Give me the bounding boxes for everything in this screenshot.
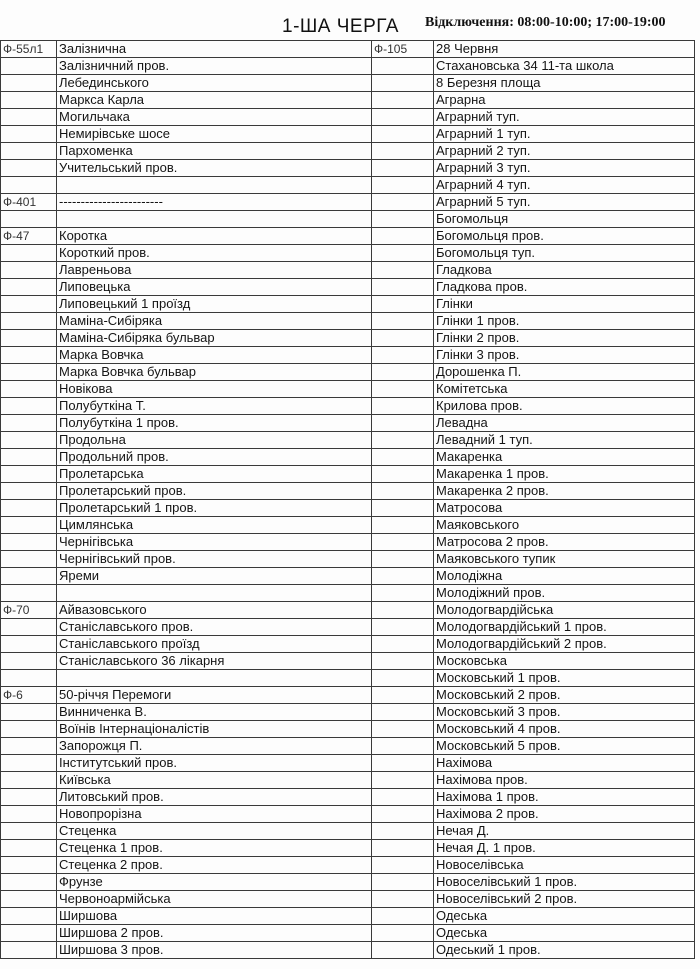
- feeder-cell-left: [1, 483, 57, 500]
- feeder-cell-right: [372, 534, 434, 551]
- feeder-cell-right: [372, 109, 434, 126]
- table-row: [1, 534, 695, 551]
- feeder-cell-left: [1, 840, 57, 857]
- street-cell-left: Маркса Карла: [57, 92, 372, 109]
- street-cell-right: Аграрна: [434, 92, 695, 109]
- street-cell-right: Нечая Д. 1 пров.: [434, 840, 695, 857]
- street-cell-left: Яреми: [57, 568, 372, 585]
- street-cell-right: Новоселівська: [434, 857, 695, 874]
- street-cell-right: Макаренка 1 пров.: [434, 466, 695, 483]
- feeder-cell-right: [372, 313, 434, 330]
- feeder-cell-left: [1, 415, 57, 432]
- street-cell-right: Московська: [434, 653, 695, 670]
- table-row: [1, 381, 695, 398]
- queue-title: 1-ША ЧЕРГА: [282, 16, 399, 37]
- street-cell-left: Марка Вовчка бульвар: [57, 364, 372, 381]
- table-row: [1, 738, 695, 755]
- street-cell-left: Пролетарський 1 пров.: [57, 500, 372, 517]
- street-cell-right: Глінки 2 пров.: [434, 330, 695, 347]
- feeder-cell-left: [1, 364, 57, 381]
- feeder-cell-left: [1, 126, 57, 143]
- feeder-cell-right: [372, 228, 434, 245]
- street-cell-right: Дорошенка П.: [434, 364, 695, 381]
- table-row: [1, 670, 695, 687]
- street-cell-left: Чернігівська: [57, 534, 372, 551]
- feeder-cell-right: [372, 772, 434, 789]
- table-row: [1, 874, 695, 891]
- street-cell-left: Винниченка В.: [57, 704, 372, 721]
- feeder-cell-right: [372, 194, 434, 211]
- feeder-cell-left: [1, 245, 57, 262]
- feeder-cell-right: [372, 738, 434, 755]
- feeder-cell-left: Ф-401: [1, 194, 57, 211]
- feeder-cell-right: [372, 211, 434, 228]
- street-cell-right: Нечая Д.: [434, 823, 695, 840]
- table-row: [1, 58, 695, 75]
- street-cell-left: Продольна: [57, 432, 372, 449]
- street-cell-right: Молодогвардійський 2 пров.: [434, 636, 695, 653]
- street-cell-right: Нахімова пров.: [434, 772, 695, 789]
- feeder-cell-left: [1, 211, 57, 228]
- feeder-cell-left: [1, 874, 57, 891]
- street-cell-right: Аграрний 3 туп.: [434, 160, 695, 177]
- feeder-cell-right: [372, 483, 434, 500]
- street-cell-right: Одеська: [434, 908, 695, 925]
- feeder-cell-left: [1, 891, 57, 908]
- street-cell-right: Аграрний 1 туп.: [434, 126, 695, 143]
- street-cell-left: Полубуткіна 1 пров.: [57, 415, 372, 432]
- street-cell-right: Глінки 1 пров.: [434, 313, 695, 330]
- feeder-cell-left: [1, 92, 57, 109]
- table-row: [1, 228, 695, 245]
- table-row: [1, 160, 695, 177]
- feeder-cell-right: [372, 942, 434, 959]
- feeder-cell-right: [372, 619, 434, 636]
- street-cell-left: Лавреньова: [57, 262, 372, 279]
- table-row: [1, 92, 695, 109]
- street-cell-left: Пролетарська: [57, 466, 372, 483]
- feeder-cell-right: [372, 279, 434, 296]
- street-cell-right: Комітетська: [434, 381, 695, 398]
- table-row: [1, 891, 695, 908]
- table-row: [1, 126, 695, 143]
- feeder-cell-left: [1, 772, 57, 789]
- street-cell-right: Левадний 1 туп.: [434, 432, 695, 449]
- feeder-cell-right: [372, 721, 434, 738]
- street-cell-left: Чернігівський пров.: [57, 551, 372, 568]
- street-cell-left: Ширшова 3 пров.: [57, 942, 372, 959]
- feeder-cell-left: [1, 313, 57, 330]
- table-row: [1, 619, 695, 636]
- feeder-cell-left: [1, 296, 57, 313]
- street-cell-left: Воїнів Інтернаціоналістів: [57, 721, 372, 738]
- feeder-cell-right: [372, 296, 434, 313]
- feeder-cell-left: [1, 789, 57, 806]
- street-cell-left: Залізнична: [57, 41, 372, 58]
- street-cell-left: Липовецький 1 проїзд: [57, 296, 372, 313]
- table-row: [1, 653, 695, 670]
- feeder-cell-right: [372, 245, 434, 262]
- feeder-cell-right: Ф-105: [372, 41, 434, 58]
- table-row: [1, 806, 695, 823]
- street-cell-right: Аграрний туп.: [434, 109, 695, 126]
- feeder-cell-right: [372, 126, 434, 143]
- feeder-cell-left: [1, 517, 57, 534]
- feeder-cell-right: [372, 653, 434, 670]
- street-cell-right: Стахановська 34 11-та школа: [434, 58, 695, 75]
- street-cell-right: Одеський 1 пров.: [434, 942, 695, 959]
- street-cell-right: Левадна: [434, 415, 695, 432]
- street-cell-left: Полубуткіна Т.: [57, 398, 372, 415]
- street-cell-right: Аграрний 2 туп.: [434, 143, 695, 160]
- table-row: [1, 466, 695, 483]
- feeder-cell-left: [1, 857, 57, 874]
- feeder-cell-right: [372, 891, 434, 908]
- feeder-cell-right: [372, 398, 434, 415]
- table-row: [1, 500, 695, 517]
- feeder-cell-left: [1, 330, 57, 347]
- table-row: [1, 585, 695, 602]
- feeder-cell-right: [372, 585, 434, 602]
- street-cell-right: Одеська: [434, 925, 695, 942]
- feeder-cell-right: [372, 602, 434, 619]
- feeder-cell-right: [372, 449, 434, 466]
- feeder-cell-left: [1, 942, 57, 959]
- feeder-cell-left: [1, 670, 57, 687]
- street-cell-right: Новоселівський 1 пров.: [434, 874, 695, 891]
- street-cell-left: Стеценка 1 пров.: [57, 840, 372, 857]
- street-cell-left: Немирівське шосе: [57, 126, 372, 143]
- street-cell-left: [57, 670, 372, 687]
- street-cell-right: Молодогвардійський 1 пров.: [434, 619, 695, 636]
- street-cell-right: Аграрний 5 туп.: [434, 194, 695, 211]
- table-row: [1, 942, 695, 959]
- street-cell-left: [57, 211, 372, 228]
- feeder-cell-right: [372, 823, 434, 840]
- street-cell-right: Гладкова: [434, 262, 695, 279]
- table-row: [1, 449, 695, 466]
- street-cell-left: ------------------------: [57, 194, 372, 211]
- feeder-cell-right: [372, 568, 434, 585]
- table-row: [1, 262, 695, 279]
- table-row: [1, 789, 695, 806]
- table-row: [1, 721, 695, 738]
- table-row: [1, 279, 695, 296]
- outage-schedule: Відключення: 08:00-10:00; 17:00-19:00: [425, 15, 666, 30]
- feeder-cell-left: [1, 585, 57, 602]
- feeder-cell-right: [372, 432, 434, 449]
- feeder-cell-right: [372, 704, 434, 721]
- street-cell-left: Могильчака: [57, 109, 372, 126]
- street-cell-right: 8 Березня площа: [434, 75, 695, 92]
- table-row: [1, 568, 695, 585]
- feeder-cell-left: [1, 347, 57, 364]
- feeder-cell-left: [1, 653, 57, 670]
- streets-table-body: [1, 41, 695, 959]
- table-row: [1, 840, 695, 857]
- street-cell-right: Московський 5 пров.: [434, 738, 695, 755]
- feeder-cell-left: [1, 432, 57, 449]
- feeder-cell-right: [372, 517, 434, 534]
- feeder-cell-left: [1, 449, 57, 466]
- table-row: [1, 364, 695, 381]
- feeder-cell-right: [372, 789, 434, 806]
- feeder-cell-left: [1, 738, 57, 755]
- street-cell-left: Короткий пров.: [57, 245, 372, 262]
- street-cell-left: Червоноармійська: [57, 891, 372, 908]
- feeder-cell-left: [1, 568, 57, 585]
- feeder-cell-left: Ф-70: [1, 602, 57, 619]
- street-cell-left: Лебединського: [57, 75, 372, 92]
- feeder-cell-left: [1, 908, 57, 925]
- street-cell-right: Нахімова 2 пров.: [434, 806, 695, 823]
- feeder-cell-left: [1, 755, 57, 772]
- table-row: [1, 330, 695, 347]
- street-cell-right: Московський 3 пров.: [434, 704, 695, 721]
- street-cell-left: Фрунзе: [57, 874, 372, 891]
- street-cell-left: Новікова: [57, 381, 372, 398]
- feeder-cell-right: [372, 755, 434, 772]
- street-cell-left: Литовський пров.: [57, 789, 372, 806]
- table-row: [1, 143, 695, 160]
- table-row: [1, 347, 695, 364]
- street-cell-right: Гладкова пров.: [434, 279, 695, 296]
- table-row: [1, 75, 695, 92]
- feeder-cell-right: [372, 466, 434, 483]
- street-cell-right: Нахімова: [434, 755, 695, 772]
- street-cell-left: Інститутський пров.: [57, 755, 372, 772]
- table-row: [1, 755, 695, 772]
- street-cell-left: Залізничний пров.: [57, 58, 372, 75]
- street-cell-right: Крилова пров.: [434, 398, 695, 415]
- feeder-cell-right: [372, 415, 434, 432]
- feeder-cell-right: [372, 925, 434, 942]
- feeder-cell-right: [372, 874, 434, 891]
- feeder-cell-right: [372, 687, 434, 704]
- street-cell-right: Московський 2 пров.: [434, 687, 695, 704]
- table-row: [1, 687, 695, 704]
- feeder-cell-left: [1, 500, 57, 517]
- table-row: [1, 483, 695, 500]
- feeder-cell-left: [1, 143, 57, 160]
- street-cell-left: Липовецька: [57, 279, 372, 296]
- table-row: [1, 517, 695, 534]
- street-cell-left: Айвазовського: [57, 602, 372, 619]
- street-cell-right: Богомольця: [434, 211, 695, 228]
- street-cell-right: Маяковського тупик: [434, 551, 695, 568]
- street-cell-right: Матросова: [434, 500, 695, 517]
- feeder-cell-left: [1, 806, 57, 823]
- table-row: [1, 823, 695, 840]
- feeder-cell-left: [1, 160, 57, 177]
- feeder-cell-left: [1, 704, 57, 721]
- feeder-cell-right: [372, 58, 434, 75]
- street-cell-right: Глінки: [434, 296, 695, 313]
- feeder-cell-right: [372, 908, 434, 925]
- feeder-cell-right: [372, 92, 434, 109]
- street-cell-left: Ширшова: [57, 908, 372, 925]
- feeder-cell-left: [1, 177, 57, 194]
- table-row: [1, 41, 695, 58]
- street-cell-left: Стеценка 2 пров.: [57, 857, 372, 874]
- feeder-cell-left: [1, 466, 57, 483]
- feeder-cell-right: [372, 670, 434, 687]
- street-cell-left: Запорожця П.: [57, 738, 372, 755]
- street-cell-left: Цимлянська: [57, 517, 372, 534]
- street-cell-left: Стеценка: [57, 823, 372, 840]
- feeder-cell-left: [1, 262, 57, 279]
- document-header: [0, 0, 700, 40]
- street-cell-right: Московський 1 пров.: [434, 670, 695, 687]
- feeder-cell-right: [372, 806, 434, 823]
- feeder-cell-left: [1, 398, 57, 415]
- streets-table: [0, 40, 695, 959]
- street-cell-left: Учительський пров.: [57, 160, 372, 177]
- street-cell-right: Новоселівський 2 пров.: [434, 891, 695, 908]
- feeder-cell-left: Ф-47: [1, 228, 57, 245]
- street-cell-left: Пархоменка: [57, 143, 372, 160]
- street-cell-left: Станіславського 36 лікарня: [57, 653, 372, 670]
- street-cell-left: [57, 177, 372, 194]
- street-cell-right: Молодіжна: [434, 568, 695, 585]
- street-cell-right: Богомольця пров.: [434, 228, 695, 245]
- street-cell-right: Матросова 2 пров.: [434, 534, 695, 551]
- feeder-cell-left: [1, 925, 57, 942]
- feeder-cell-right: [372, 381, 434, 398]
- feeder-cell-right: [372, 500, 434, 517]
- feeder-cell-right: [372, 857, 434, 874]
- feeder-cell-left: [1, 534, 57, 551]
- table-row: [1, 296, 695, 313]
- street-cell-left: Станіславського проїзд: [57, 636, 372, 653]
- street-cell-left: Марка Вовчка: [57, 347, 372, 364]
- table-row: [1, 602, 695, 619]
- table-row: [1, 109, 695, 126]
- street-cell-left: Маміна-Сибіряка бульвар: [57, 330, 372, 347]
- table-row: [1, 313, 695, 330]
- table-row: [1, 211, 695, 228]
- feeder-cell-right: [372, 160, 434, 177]
- feeder-cell-right: [372, 143, 434, 160]
- feeder-cell-left: Ф-55л1: [1, 41, 57, 58]
- street-cell-right: 28 Червня: [434, 41, 695, 58]
- street-cell-left: Маміна-Сибіряка: [57, 313, 372, 330]
- table-row: [1, 245, 695, 262]
- feeder-cell-right: [372, 75, 434, 92]
- table-row: [1, 772, 695, 789]
- feeder-cell-left: Ф-6: [1, 687, 57, 704]
- feeder-cell-left: [1, 109, 57, 126]
- feeder-cell-left: [1, 721, 57, 738]
- table-row: [1, 704, 695, 721]
- street-cell-right: Молодогвардійська: [434, 602, 695, 619]
- feeder-cell-right: [372, 551, 434, 568]
- street-cell-left: Коротка: [57, 228, 372, 245]
- street-cell-right: Макаренка 2 пров.: [434, 483, 695, 500]
- feeder-cell-left: [1, 823, 57, 840]
- street-cell-left: Ширшова 2 пров.: [57, 925, 372, 942]
- feeder-cell-right: [372, 330, 434, 347]
- feeder-cell-right: [372, 636, 434, 653]
- feeder-cell-left: [1, 279, 57, 296]
- table-row: [1, 857, 695, 874]
- feeder-cell-right: [372, 840, 434, 857]
- table-row: [1, 636, 695, 653]
- feeder-cell-left: [1, 75, 57, 92]
- street-cell-right: Нахімова 1 пров.: [434, 789, 695, 806]
- table-row: [1, 194, 695, 211]
- street-cell-right: Богомольця туп.: [434, 245, 695, 262]
- street-cell-right: Молодіжний пров.: [434, 585, 695, 602]
- table-row: [1, 415, 695, 432]
- street-cell-left: 50-річчя Перемоги: [57, 687, 372, 704]
- feeder-cell-right: [372, 364, 434, 381]
- street-cell-left: Новопрорізна: [57, 806, 372, 823]
- street-cell-right: Аграрний 4 туп.: [434, 177, 695, 194]
- feeder-cell-right: [372, 177, 434, 194]
- feeder-cell-left: [1, 551, 57, 568]
- table-row: [1, 398, 695, 415]
- street-cell-right: Московський 4 пров.: [434, 721, 695, 738]
- street-cell-left: Київська: [57, 772, 372, 789]
- table-row: [1, 908, 695, 925]
- street-cell-left: Станіславського пров.: [57, 619, 372, 636]
- feeder-cell-left: [1, 619, 57, 636]
- table-row: [1, 925, 695, 942]
- street-cell-left: Пролетарський пров.: [57, 483, 372, 500]
- feeder-cell-left: [1, 381, 57, 398]
- feeder-cell-right: [372, 262, 434, 279]
- table-row: [1, 432, 695, 449]
- street-cell-left: [57, 585, 372, 602]
- street-cell-left: Продольний пров.: [57, 449, 372, 466]
- feeder-cell-left: [1, 58, 57, 75]
- street-cell-right: Глінки 3 пров.: [434, 347, 695, 364]
- feeder-cell-left: [1, 636, 57, 653]
- feeder-cell-right: [372, 347, 434, 364]
- street-cell-right: Макаренка: [434, 449, 695, 466]
- street-cell-right: Маяковського: [434, 517, 695, 534]
- table-row: [1, 551, 695, 568]
- table-row: [1, 177, 695, 194]
